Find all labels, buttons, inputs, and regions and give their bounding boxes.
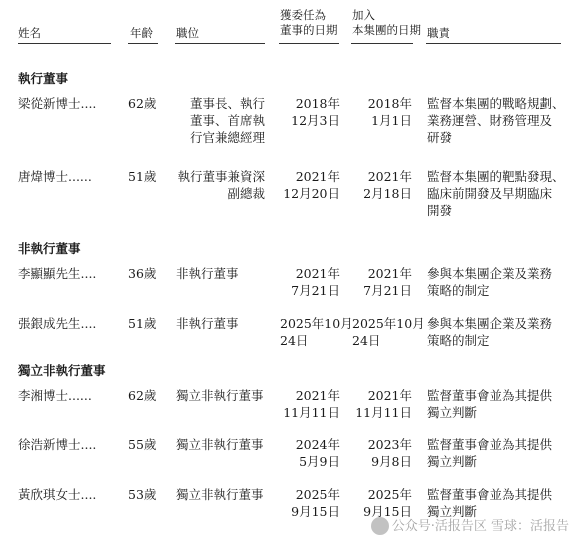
director-name: 李湘博士...... bbox=[18, 388, 92, 403]
director-duties: 監督董事會並為其提供 獨立判斷 bbox=[427, 437, 553, 469]
director-joined: 2021年 2月18日 bbox=[363, 169, 412, 201]
watermark-logo-icon bbox=[371, 517, 389, 535]
director-duties: 監督董事會並為其提供 獨立判斷 bbox=[427, 388, 553, 420]
section-title-non-executive: 非執行董事 bbox=[18, 241, 81, 256]
director-age: 51歲 bbox=[128, 316, 157, 331]
director-duties: 監督董事會並為其提供 獨立判斷 bbox=[427, 487, 553, 519]
director-joined: 2025年10月 24日 bbox=[352, 316, 425, 348]
director-age: 53歲 bbox=[128, 487, 157, 502]
director-name: 黃欣琪女士.... bbox=[18, 487, 97, 502]
director-name: 李顯顯先生.... bbox=[18, 266, 97, 281]
header-underline-joined bbox=[351, 43, 413, 44]
director-appointed: 2021年 11月11日 bbox=[283, 388, 340, 420]
director-age: 36歲 bbox=[128, 266, 157, 281]
director-duties: 參與本集團企業及業務 策略的制定 bbox=[427, 316, 553, 348]
director-age: 62歲 bbox=[128, 388, 157, 403]
watermark bbox=[371, 515, 569, 536]
director-position: 獨立非執行董事 bbox=[176, 388, 264, 403]
director-appointed: 2021年 7月21日 bbox=[291, 266, 340, 298]
director-duties: 監督本集團的靶點發現、 臨床前開發及早期臨床 開發 bbox=[427, 169, 565, 218]
director-age: 55歲 bbox=[128, 437, 157, 452]
director-joined: 2023年 9月8日 bbox=[367, 437, 412, 469]
director-position: 獨立非執行董事 bbox=[176, 437, 264, 452]
director-appointed: 2018年 12月3日 bbox=[291, 96, 340, 128]
header-joined: 加入 本集團的日期 bbox=[352, 8, 421, 37]
header-appointed: 獲委任為 董事的日期 bbox=[280, 8, 338, 37]
director-position: 非執行董事 bbox=[176, 316, 239, 331]
header-underline-duties bbox=[426, 43, 561, 44]
director-duties: 參與本集團企業及業務 策略的制定 bbox=[427, 266, 553, 298]
header-duties: 職責 bbox=[427, 26, 450, 40]
header-underline-name bbox=[18, 43, 111, 44]
director-appointed: 2025年 9月15日 bbox=[291, 487, 340, 519]
director-position: 非執行董事 bbox=[176, 266, 239, 281]
director-name: 唐煒博士...... bbox=[18, 169, 92, 184]
director-name: 張銀成先生.... bbox=[18, 316, 97, 331]
section-title-independent: 獨立非執行董事 bbox=[18, 363, 106, 378]
director-name: 梁從新博士.... bbox=[18, 96, 97, 111]
director-position: 董事長、執行 董事、首席執 行官兼總經理 bbox=[189, 96, 265, 145]
director-joined: 2025年 9月15日 bbox=[363, 487, 412, 519]
director-position: 獨立非執行董事 bbox=[176, 487, 264, 502]
director-joined: 2021年 11月11日 bbox=[355, 388, 412, 420]
director-age: 51歲 bbox=[128, 169, 157, 184]
header-name: 姓名 bbox=[18, 26, 41, 40]
header-underline-position bbox=[175, 43, 265, 44]
director-name: 徐浩新博士.... bbox=[18, 437, 97, 452]
director-appointed: 2021年 12月20日 bbox=[283, 169, 340, 201]
header-age: 年齡 bbox=[130, 26, 153, 40]
header-underline-age bbox=[128, 43, 158, 44]
director-age: 62歲 bbox=[128, 96, 157, 111]
section-title-executive: 執行董事 bbox=[18, 71, 69, 86]
director-position: 執行董事兼資深 副總裁 bbox=[177, 169, 265, 201]
watermark-text: 公众号·活报告区 雪球：活报告 bbox=[391, 518, 569, 534]
header-position: 職位 bbox=[176, 26, 199, 40]
director-joined: 2018年 1月1日 bbox=[367, 96, 412, 128]
director-duties: 監督本集團的戰略規劃、 業務運營、財務管理及 研發 bbox=[427, 96, 565, 145]
director-joined: 2021年 7月21日 bbox=[363, 266, 412, 298]
director-appointed: 2024年 5月9日 bbox=[295, 437, 340, 469]
header-underline-appointed bbox=[279, 43, 339, 44]
director-appointed: 2025年10月 24日 bbox=[280, 316, 353, 348]
